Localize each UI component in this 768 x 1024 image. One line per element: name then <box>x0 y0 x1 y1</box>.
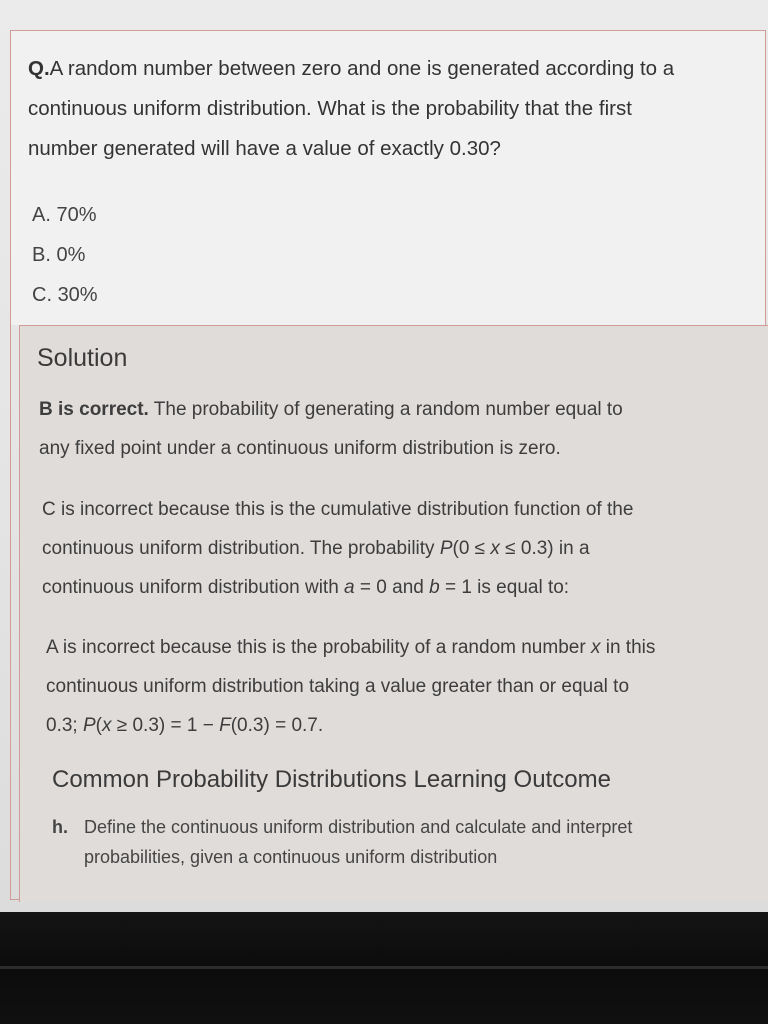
question-label: Q. <box>28 57 50 80</box>
bezel-edge <box>0 966 768 969</box>
monitor-bezel <box>0 912 768 1024</box>
incorrect-c-explanation: C is incorrect because this is the cumulative distribution function of the continuous uniform distribution. The probability P(0 ≤ x ≤ 0.3) in a continuous uniform distribution with a = 0 and b = 1 is equal to: <box>42 499 634 598</box>
learning-outcome-letter: h. <box>52 817 68 837</box>
answer-options <box>32 195 332 315</box>
question-card <box>10 30 766 900</box>
question-line: number generated will have a value of exactly 0.30? <box>28 137 501 160</box>
question-panel <box>11 31 765 325</box>
correct-explanation: B is correct. The probability of generating a random number equal to any fixed point under a continuous uniform distribution is zero. <box>39 399 623 459</box>
solution-title: Solution <box>37 344 128 372</box>
learning-outcome-title: Common Probability Distributions Learning Outcome <box>52 766 611 793</box>
option-a[interactable]: A. 70% <box>32 204 97 226</box>
solution-panel <box>19 325 768 902</box>
option-c[interactable]: C. 30% <box>32 284 98 306</box>
learning-outcome-text: Define the continuous uniform distribution and calculate and interpret probabilities, given a continuous uniform distribution <box>84 817 633 867</box>
question-text <box>28 49 748 169</box>
incorrect-a-explanation: A is incorrect because this is the probability of a random number x in this continuous uniform distribution taking a value greater than or equal to 0.3; P(x ≥ 0.3) = 1 − F(0.3) = 0.7. <box>46 637 656 736</box>
option-b[interactable]: B. 0% <box>32 244 86 266</box>
correct-lead: B is correct. <box>39 399 149 420</box>
question-line: continuous uniform distribution. What is the probability that the first <box>28 97 632 120</box>
question-line: Q.A random number between zero and one is generated according to a <box>28 57 675 80</box>
